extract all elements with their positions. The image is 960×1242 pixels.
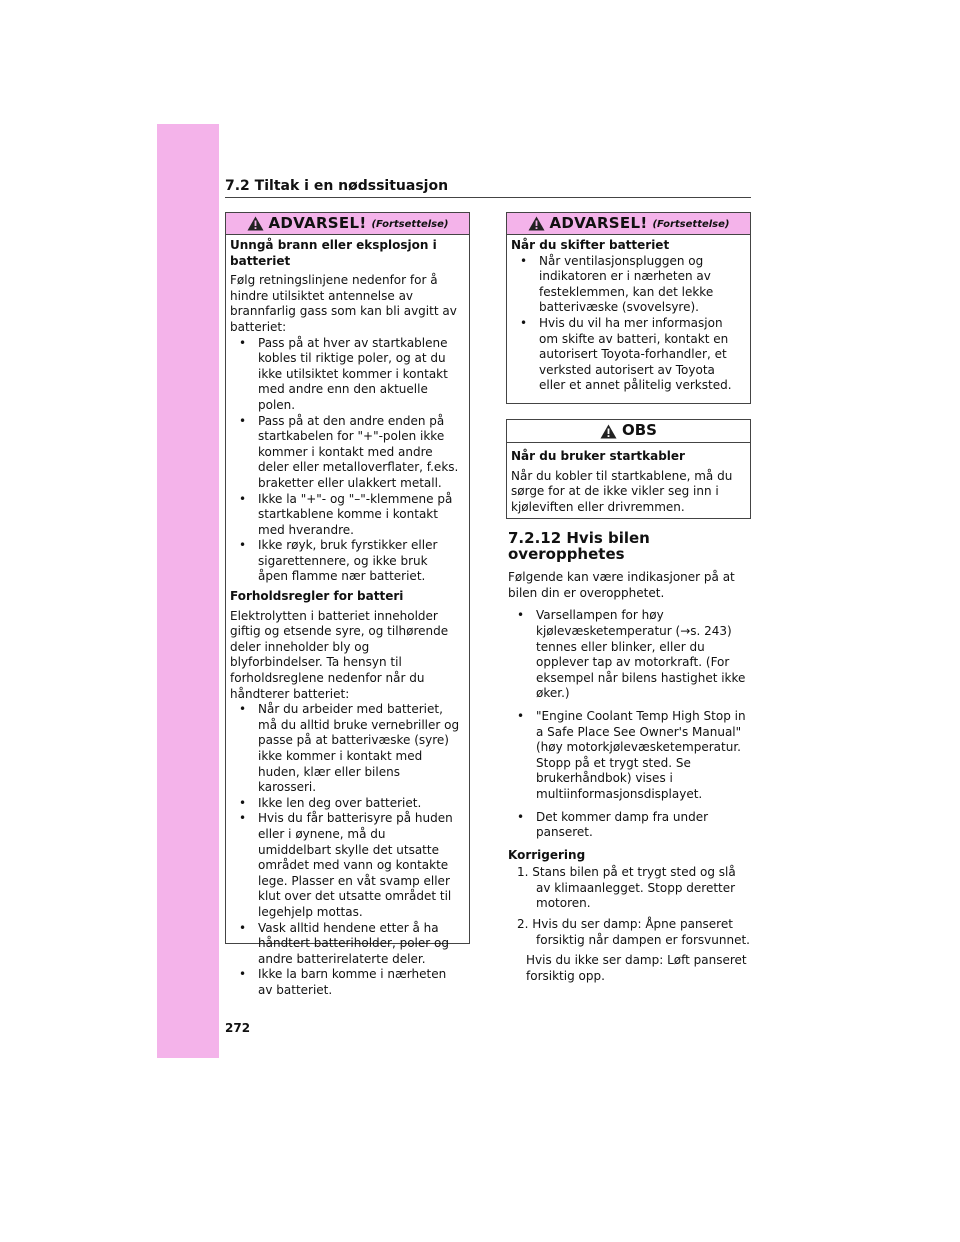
paragraph-jumper-cables: Når du kobler til startkablene, må du sørge for at de ikke vikler seg inn i kjøleviften eller drivremmen. <box>511 468 733 514</box>
list-item: • Pass på at den andre enden på startkabelen for "+"-polen ikke kommer i kontakt med andre deler eller metalloverflater, f.eks. braketter eller ulakkert metall. <box>230 414 461 492</box>
notice-box <box>506 419 751 519</box>
warning-triangle-icon <box>528 216 545 231</box>
list-item: • Ikke røyk, bruk fyrstikker eller sigarettennere, og ikke bruk åpen flamme nær batteriet. <box>230 538 461 585</box>
heading-jumper-cables: Når du bruker startkabler <box>511 449 685 463</box>
paragraph-fire: Følg retningslinjene nedenfor for å hindre utilsiktet antennelse av brannfarlig gass som kan bli avgitt av batteriet: <box>230 273 457 334</box>
correction-steps <box>508 865 751 948</box>
list-item: • Ikke la barn komme i nærheten av batteriet. <box>230 967 461 998</box>
paragraph-battery: Elektrolytten i batteriet inneholder giftig og etsende syre, og tilhørende deler inneholder bly og blyforbindelser. Ta hensyn til forholdsreglene nedenfor når du håndterer batteriet: <box>230 608 449 701</box>
warning-box-left <box>225 212 470 997</box>
page-number: 272 <box>225 1021 251 1035</box>
section-intro: Følgende kan være indikasjoner på at bilen din er overopphetet. <box>508 570 735 600</box>
list-item: • Hvis du får batterisyre på huden eller i øynene, må du umiddelbart skylle det utsatte området med vann og kontakte lege. Plasser en våt svamp eller klut over det utsatte området til legehjelp mottas. <box>230 811 461 920</box>
list-item: • "Engine Coolant Temp High Stop in a Safe Place See Owner's Manual" (høy motorkjølevæsketemperatur. Stopp på et trygt sted. Se brukerhåndbok) vises i multiinformasjonsdisplayet. <box>508 709 751 803</box>
caution-triangle-icon <box>600 424 617 439</box>
list-item: • Vask alltid hendene etter å ha håndtert batteriholder, poler og andre batterirelaterte deler. <box>230 921 461 968</box>
list-item: • Det kommer damp fra under panseret. <box>508 810 751 841</box>
list-item: • Når du arbeider med batteriet, må du alltid bruke vernebriller og passe på at batterivæske (syre) ikke kommer i kontakt med huden, klær eller bilens karosseri. <box>230 702 461 796</box>
pink-sidebar <box>157 124 219 1058</box>
list-fire <box>230 336 461 586</box>
notice-title: OBS <box>622 421 657 440</box>
heading-battery: Forholdsregler for batteri <box>230 589 404 604</box>
warning-box-right <box>506 212 751 404</box>
warning-header <box>226 213 469 235</box>
list-item: • Ikke la "+"- og "–"-klemmene på startkablene komme i kontakt med hverandre. <box>230 492 461 539</box>
step-item: 1. Stans bilen på et trygt sted og slå av klimaanlegget. Stopp deretter motoren. <box>517 865 736 911</box>
list-item: • Ikke len deg over batteriet. <box>230 796 461 812</box>
step-extra: Hvis du ikke ser damp: Løft panseret forsiktig opp. <box>526 953 747 983</box>
correction-heading: Korrigering <box>508 847 586 862</box>
warning-subtitle: (Fortsettelse) <box>371 219 449 231</box>
list-item: • Hvis du vil ha mer informasjon om skifte av batteri, kontakt en autorisert Toyota-forhandler, et verksted autorisert av Toyota eller et annet pålitelig verksted. <box>511 316 742 394</box>
overheating-section <box>508 531 751 988</box>
step-item: 2. Hvis du ser damp: Åpne panseret forsiktig når dampen er forsvunnet. <box>517 917 750 947</box>
symptom-list <box>508 608 751 840</box>
list-replace-battery <box>511 254 742 394</box>
warning-title: ADVARSEL! <box>549 213 648 232</box>
heading-replace-battery: Når du skifter batteriet <box>511 238 670 252</box>
warning-subtitle: (Fortsettelse) <box>652 219 730 231</box>
list-item: • Varsellampen for høy kjølevæsketemperatur (→s. 243) tennes eller blinker, eller du opplever tap av motorkraft. (For eksempel når bilens hastighet ikke øker.) <box>508 608 751 702</box>
list-battery <box>230 702 461 998</box>
warning-header <box>507 213 750 235</box>
warning-title: ADVARSEL! <box>268 213 367 232</box>
notice-header <box>507 420 750 443</box>
section-header: 7.2 Tiltak i en nødssituasjon <box>225 178 751 198</box>
heading-fire: Unngå brann eller eksplosjon i batteriet <box>230 238 437 268</box>
warning-triangle-icon <box>247 216 264 231</box>
section-title: 7.2.12 Hvis bilen overopphetes <box>508 529 650 563</box>
list-item: • Pass på at hver av startkablene kobles til riktige poler, og at du ikke utilsiktet kommer i kontakt med andre enn den aktuelle polen. <box>230 336 461 414</box>
list-item: • Når ventilasjonspluggen og indikatoren er i nærheten av festeklemmen, kan det lekke batterivæske (svovelsyre). <box>511 254 742 316</box>
